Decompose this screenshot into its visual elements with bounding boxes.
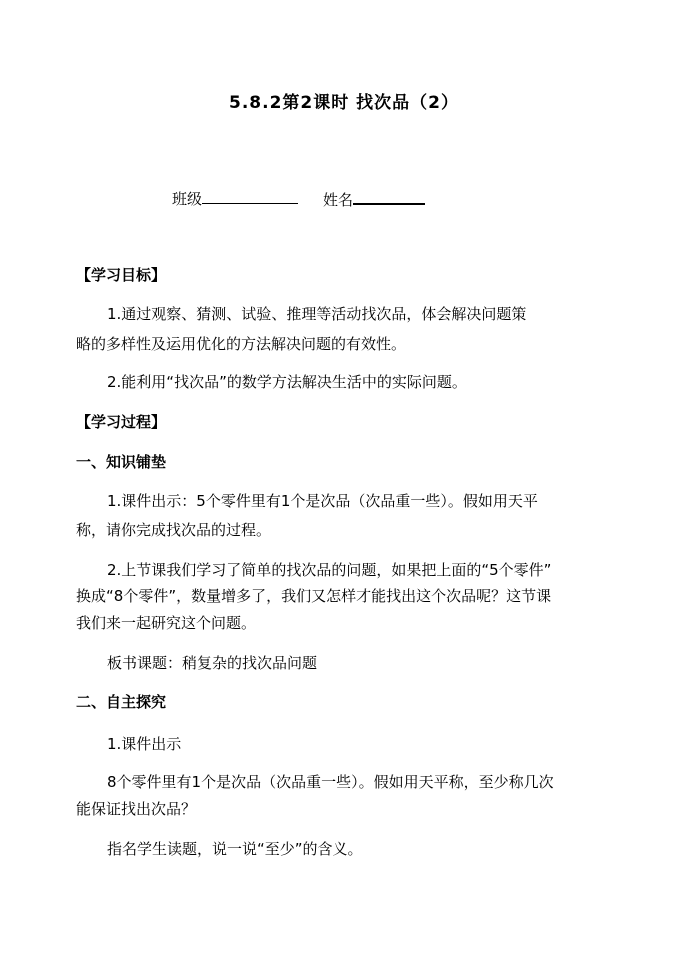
question-1-line-1: 8个零件里有1个是次品（次品重一些）。假如用天平称，至少称几次 — [107, 773, 554, 791]
class-field — [172, 188, 298, 209]
objective-1-line-2: 略的多样性及运用优化的方法解决问题的有效性。 — [76, 335, 407, 353]
name-label: 姓名 — [323, 191, 354, 209]
class-blank — [202, 188, 298, 204]
part1-heading: 一、知识铺垫 — [76, 453, 167, 471]
objectives-heading: 【学习目标】 — [76, 266, 167, 284]
name-blank — [353, 188, 425, 205]
paragraph-2-line-2: 换成“8个零件”，数量增多了，我们又怎样才能找出这个次品呢？这节课 — [76, 587, 552, 605]
objective-2: 2.能利用“找次品”的数学方法解决生活中的实际问题。 — [107, 373, 467, 391]
question-1-label: 1.课件出示 — [107, 735, 182, 753]
question-1-line-3: 指名学生读题，说一说“至少”的含义。 — [107, 840, 363, 858]
name-field — [323, 188, 425, 210]
paragraph-1-line-2: 称，请你完成找次品的过程。 — [76, 521, 272, 539]
paragraph-2-line-1: 2.上节课我们学习了简单的找次品的问题，如果把上面的“5个零件” — [107, 561, 552, 579]
paragraph-1-line-1: 1.课件出示：5个零件里有1个是次品（次品重一些）。假如用天平 — [107, 492, 538, 510]
objective-1-line-1: 1.通过观察、猜测、试验、推理等活动找次品，体会解决问题策 — [107, 305, 527, 323]
page-title: 5.8.2第2课时 找次品（2） — [229, 93, 459, 113]
question-1-line-2: 能保证找出次品？ — [76, 800, 197, 818]
board-title: 板书课题：稍复杂的找次品问题 — [107, 654, 318, 672]
paragraph-2-line-3: 我们来一起研究这个问题。 — [76, 614, 257, 632]
part2-heading: 二、自主探究 — [76, 693, 167, 711]
process-heading: 【学习过程】 — [76, 413, 167, 431]
class-label: 班级 — [172, 190, 203, 208]
